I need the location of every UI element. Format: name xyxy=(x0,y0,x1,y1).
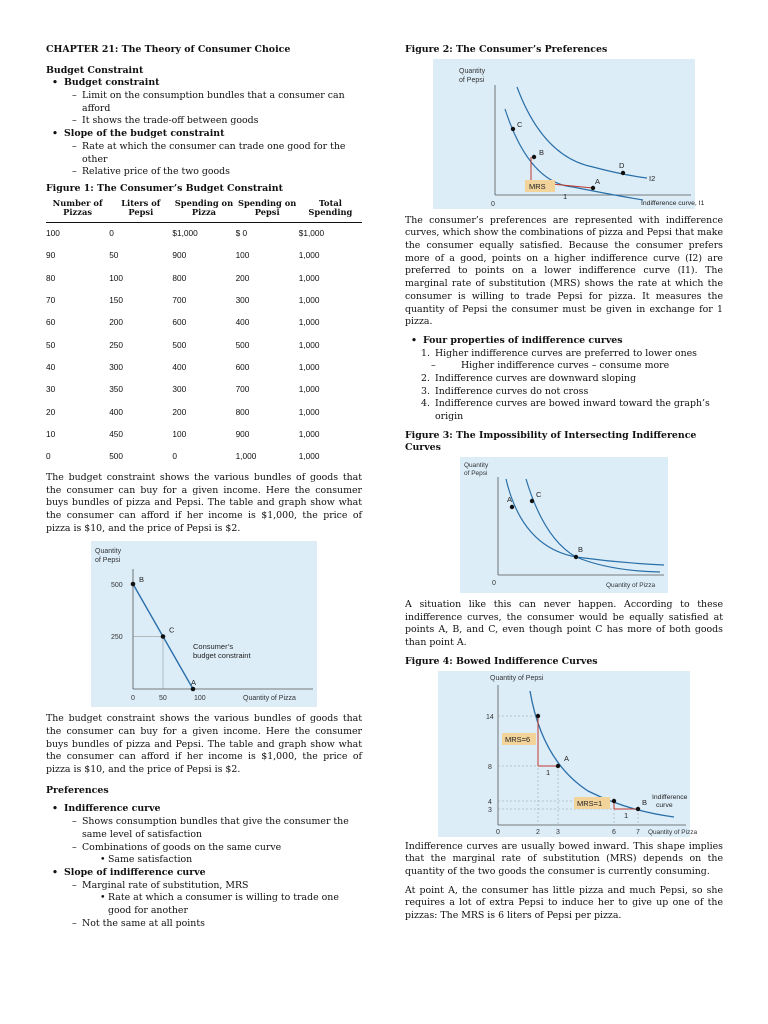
table-cell: 200 xyxy=(172,406,187,417)
x-tick-label: 2 xyxy=(536,828,540,836)
column-header: Spending on Pizza xyxy=(172,198,235,223)
table-cell: 90 xyxy=(46,250,56,261)
table-cell: $ 0 xyxy=(235,228,248,239)
y-axis-label: Quantity of Pepsi xyxy=(490,674,544,682)
table-cell: 10 xyxy=(46,428,56,439)
table-cell: 400 xyxy=(235,317,250,328)
preferences-heading: Preferences xyxy=(46,784,109,796)
table-cell: 1,000 xyxy=(298,361,320,372)
sub-bullet: – Marginal rate of substitution, MRS xyxy=(46,880,362,893)
point-label: D xyxy=(619,160,625,170)
table-row xyxy=(46,356,362,378)
point-b-marker xyxy=(636,806,640,810)
budget-point-marker xyxy=(161,635,166,640)
point-b-marker xyxy=(532,154,536,158)
point-c-marker xyxy=(530,499,534,503)
property-text: Higher indifference curves are preferred to lower ones xyxy=(435,347,697,359)
x-tick-label: 3 xyxy=(556,828,560,836)
y-axis-label: of Pepsi xyxy=(464,470,488,478)
table-cell: 1,000 xyxy=(298,295,320,306)
y-tick-label: 500 xyxy=(111,582,123,590)
table-row xyxy=(46,222,362,245)
property-sub: – Higher indifference curves – consume more xyxy=(405,360,723,373)
budget-paragraph-2: The budget constraint shows the various bundles of goods that the consumer can buy for a given income. Here the consumer buys bundles of pizza and Pepsi. The table and graph show what the consumer can afford if her income is $1,000, the price of pizza is $10, and the price of Pepsi is $2. xyxy=(46,713,362,776)
table-cell: 80 xyxy=(46,272,56,283)
curve-label-i1: Indifference curve, I1 xyxy=(641,199,705,207)
point-label: B xyxy=(139,575,145,585)
budget-constraint-chart xyxy=(91,541,317,707)
table-cell: 100 xyxy=(172,428,187,439)
y-axis-label: of Pepsi xyxy=(459,76,485,84)
table-cell: 1,000 xyxy=(298,384,320,395)
table-cell: 350 xyxy=(109,384,124,395)
y-tick-label: 14 xyxy=(486,713,494,721)
point-label: A xyxy=(595,176,601,186)
property-number: 3. xyxy=(421,385,430,397)
intersecting-paragraph: A situation like this can never happen. According to these indifference curves, the consumer would be equally satisfied at points A, B, and C, even though point C has more of both goods than point A. xyxy=(405,599,723,649)
y-tick-label: 3 xyxy=(488,806,492,814)
table-row xyxy=(46,312,362,334)
table-cell: 1,000 xyxy=(298,406,320,417)
property-text: Indifference curves do not cross xyxy=(435,385,589,397)
chart-background xyxy=(460,457,668,593)
sub-bullet: – Not the same at all points xyxy=(46,918,362,931)
bowed-paragraph-2: At point A, the consumer has little pizza and much Pepsi, so she requires a lot of extra Pepsi to induce her to give up one of the pizzas: The MRS is 6 liters of Pepsi per pizza. xyxy=(405,884,723,921)
table-row xyxy=(46,379,362,401)
x-axis-label: Quantity of Pizza xyxy=(243,695,296,703)
table-row xyxy=(46,267,362,289)
origin-label: 0 xyxy=(492,580,496,588)
table-cell: 900 xyxy=(172,250,187,261)
bullet-slope-budget: • Slope of the budget constraint xyxy=(46,128,362,141)
y-axis-label: Quantity xyxy=(464,462,489,470)
property-item xyxy=(405,386,723,399)
sub-sub-bullet: • Same satisfaction xyxy=(46,854,362,867)
four-properties xyxy=(405,335,723,424)
point-label: C xyxy=(169,625,175,635)
figure4-title: Figure 4: Bowed Indifference Curves xyxy=(405,655,598,667)
budget-paragraph-1: The budget constraint shows the various bundles of goods that the consumer can buy for a given income. Here the consumer buys bundles of pizza and Pepsi. The table and graph show what the consumer can afford if her income is $1,000, the price of pizza is $10, and the price of Pepsi is $2. xyxy=(46,471,362,534)
line-label: Consumer’s xyxy=(193,642,234,652)
bullet-slope-indifference: • Slope of indifference curve xyxy=(46,867,362,880)
point-label: A xyxy=(507,495,513,505)
bowed-curves-chart xyxy=(438,671,698,837)
column-header: Total Spending xyxy=(299,198,362,223)
sub-bullet: – Limit on the consumption bundles that a consumer can afford xyxy=(46,90,362,115)
point-6-marker xyxy=(612,798,616,802)
line-label: budget constraint xyxy=(193,651,251,661)
chart-background xyxy=(91,541,317,707)
y-tick-label: 8 xyxy=(488,763,492,771)
table-header-row xyxy=(46,198,362,223)
table-row xyxy=(46,423,362,445)
table-body xyxy=(46,222,362,468)
table-row xyxy=(46,334,362,356)
table-cell: 1,000 xyxy=(298,451,320,462)
figure1-title: Figure 1: The Consumer’s Budget Constraint xyxy=(46,182,283,194)
table-cell: 1,000 xyxy=(298,272,320,283)
mrs6-label: MRS=6 xyxy=(505,734,531,744)
y-axis-label: Quantity xyxy=(459,67,486,75)
column-header: Spending on Pepsi xyxy=(236,198,299,223)
curve-label: curve xyxy=(656,801,673,809)
sub-bullet: – Combinations of goods on the same curve xyxy=(46,842,362,855)
point-a-marker xyxy=(510,505,514,509)
table-cell: 250 xyxy=(109,339,124,350)
y-tick-label: 4 xyxy=(488,798,492,806)
table-cell: 100 xyxy=(46,228,60,239)
preferences-paragraph: The consumer’s preferences are represented with indifference curves, which show the combinations of pizza and Pepsi that make the consumer equally satisfied. Because the consumer prefers more of a good, points on a higher indifference curve (I2) are preferred to points on a lower indifference curve (I1). The marginal rate of substitution (MRS) shows the rate at which the consumer is willing to trade Pepsi for pizza. It measures the quantity of Pepsi the consumer must be given in exchange for 1 pizza. xyxy=(405,214,723,328)
table-cell: 500 xyxy=(235,339,250,350)
preference-bullets xyxy=(46,803,362,930)
x-tick-label: 0 xyxy=(496,828,500,836)
table-cell: 300 xyxy=(109,361,124,372)
x-tick-label: 100 xyxy=(194,695,206,703)
x-axis-label: Quantity of Pizza xyxy=(606,582,656,590)
property-number: 1. xyxy=(421,347,430,359)
table-cell: 200 xyxy=(235,272,250,283)
table-cell: 100 xyxy=(109,272,124,283)
table-cell: 600 xyxy=(235,361,250,372)
point-c-marker xyxy=(511,126,515,130)
property-item xyxy=(405,373,723,386)
table-cell: 150 xyxy=(109,295,124,306)
table-cell: 0 xyxy=(109,228,114,239)
table-cell: 50 xyxy=(109,250,119,261)
table-cell: 20 xyxy=(46,406,56,417)
y-tick-label: 250 xyxy=(111,634,123,642)
origin-label: 0 xyxy=(491,200,495,208)
bowed-paragraph-1: Indifference curves are usually bowed inward. This shape implies that the marginal rate of substitution (MRS) depends on the quantity of the two goods the consumer is currently consuming. xyxy=(405,840,723,877)
table-row xyxy=(46,446,362,468)
table-cell: 1,000 xyxy=(298,428,320,439)
property-item xyxy=(405,398,723,423)
sub-bullet: – Relative price of the two goods xyxy=(46,166,362,179)
property-number: 4. xyxy=(421,398,430,410)
mrs-one-label: 1 xyxy=(563,191,568,201)
sub-sub-bullet: • Rate at which a consumer is willing to trade one good for another xyxy=(46,892,362,917)
table-cell: 40 xyxy=(46,361,56,372)
chapter-title: CHAPTER 21: The Theory of Consumer Choice xyxy=(46,44,291,55)
table-cell: 200 xyxy=(109,317,124,328)
column-header: Number of Pizzas xyxy=(46,198,109,223)
bullet-indifference-curve: • Indifference curve xyxy=(46,803,362,816)
point-label: B xyxy=(642,797,648,807)
table-cell: 1,000 xyxy=(298,339,320,350)
table-cell: 60 xyxy=(46,317,56,328)
budget-point-marker xyxy=(191,687,196,692)
table-cell: 600 xyxy=(172,317,187,328)
budget-heading: Budget Constraint xyxy=(46,64,144,76)
table-cell: 800 xyxy=(172,272,187,283)
table-row xyxy=(46,245,362,267)
table-cell: 400 xyxy=(172,361,187,372)
table-row xyxy=(46,290,362,312)
table-cell: $1,000 xyxy=(172,228,198,239)
table-cell: 700 xyxy=(172,295,187,306)
table-cell: 30 xyxy=(46,384,56,395)
y-axis-label: of Pepsi xyxy=(95,557,121,565)
table-cell: 0 xyxy=(172,451,177,462)
table-cell: 400 xyxy=(109,406,124,417)
point-label: B xyxy=(578,545,584,555)
one-label: 1 xyxy=(624,810,629,820)
right-column xyxy=(405,44,723,929)
property-text: Indifference curves are bowed inward toward the graph’s origin xyxy=(435,398,710,422)
table-cell: 300 xyxy=(235,295,250,306)
bullet-budget-constraint: • Budget constraint xyxy=(46,77,362,90)
table-cell: 1,000 xyxy=(298,317,320,328)
table-cell: 1,000 xyxy=(298,250,320,261)
table-cell: 450 xyxy=(109,428,124,439)
table-cell: $1,000 xyxy=(298,228,325,239)
table-cell: 800 xyxy=(235,406,250,417)
point-label: C xyxy=(536,490,542,500)
one-label: 1 xyxy=(546,767,551,777)
x-tick-label: 7 xyxy=(636,828,640,836)
property-text: Indifference curves are downward sloping xyxy=(435,372,637,384)
point-label: C xyxy=(517,119,523,129)
table-cell: 0 xyxy=(46,451,51,462)
intersecting-curves-chart xyxy=(460,457,668,593)
y-axis-label: Quantity xyxy=(95,548,122,556)
table-cell: 900 xyxy=(235,428,250,439)
preferences-chart xyxy=(433,59,705,209)
four-properties-label: • Four properties of indifference curves xyxy=(405,335,723,348)
figure3-title: Figure 3: The Impossibility of Intersecting Indifference Curves xyxy=(405,429,697,454)
point-a-marker xyxy=(556,763,560,767)
sub-bullet: – It shows the trade-off between goods xyxy=(46,115,362,128)
x-tick-label: 0 xyxy=(131,695,135,703)
property-number: 2. xyxy=(421,372,430,384)
table-cell: 70 xyxy=(46,295,56,306)
table-cell: 100 xyxy=(235,250,250,261)
curve-label-i2: I2 xyxy=(649,173,656,183)
point-label: A xyxy=(564,753,570,763)
table-cell: 1,000 xyxy=(235,451,257,462)
sub-bullet: – Rate at which the consumer can trade one good for the other xyxy=(46,141,362,166)
table-cell: 300 xyxy=(172,384,187,395)
x-axis-label: Quantity of Pizza xyxy=(648,828,698,836)
table-cell: 500 xyxy=(109,451,124,462)
table-row xyxy=(46,401,362,423)
point-d-marker xyxy=(621,170,625,174)
point-a-marker xyxy=(591,185,595,189)
figure2-title: Figure 2: The Consumer’s Preferences xyxy=(405,44,608,55)
x-tick-label: 50 xyxy=(159,695,167,703)
point-label: A xyxy=(191,678,197,688)
mrs1-label: MRS=1 xyxy=(577,798,603,808)
budget-bullets xyxy=(46,77,362,179)
sub-bullet: – Shows consumption bundles that give the consumer the same level of satisfaction xyxy=(46,816,362,841)
property-item xyxy=(405,348,723,361)
table-cell: 50 xyxy=(46,339,56,350)
curve-label: Indifference xyxy=(652,793,688,801)
point-b-marker xyxy=(574,555,578,559)
mrs-label: MRS xyxy=(529,181,546,191)
point-label: B xyxy=(539,147,545,157)
point-14-marker xyxy=(536,713,540,717)
budget-point-marker xyxy=(131,582,136,587)
budget-table xyxy=(46,198,362,468)
left-column xyxy=(46,44,362,932)
column-header: Liters of Pepsi xyxy=(109,198,172,223)
table-cell: 700 xyxy=(235,384,250,395)
x-tick-label: 6 xyxy=(612,828,616,836)
table-cell: 500 xyxy=(172,339,187,350)
